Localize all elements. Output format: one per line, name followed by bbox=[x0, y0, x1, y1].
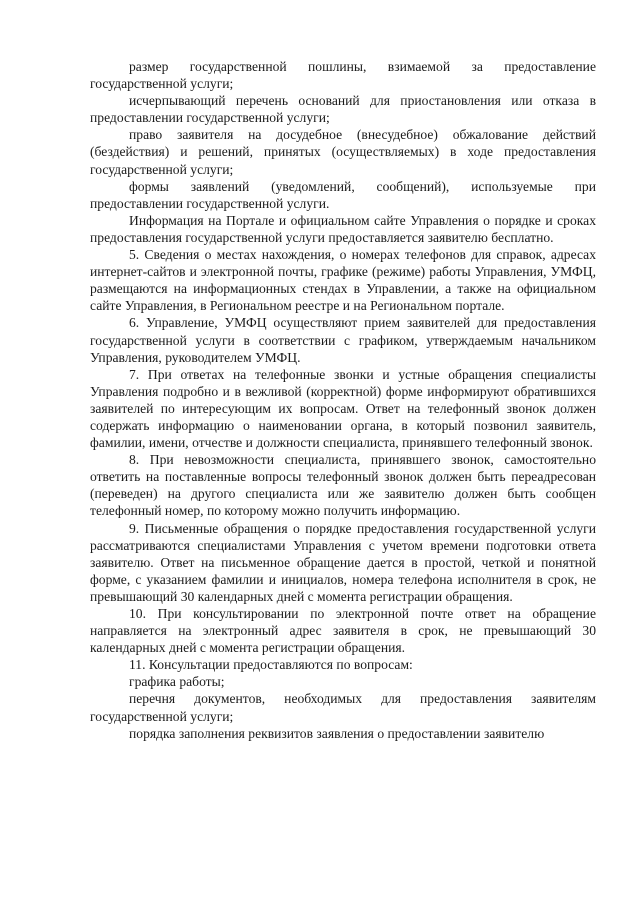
paragraph-appeal-right: право заявителя на досудебное (внесудебное) обжалование действий (бездействия) и решений, принятых (осуществляемых) в ходе предоставления государственной услуги; bbox=[90, 127, 596, 177]
paragraph-item-5: 5. Сведения о местах нахождения, о номерах телефонов для справок, адресах интернет-сайтов и электронной почты, графике (режиме) работы Управления, УМФЦ, размещаются на информационных стендах в Управлении, а также на официальном сайте Управления, в Региональном реестре и на Региональном портале. bbox=[90, 247, 596, 314]
paragraph-fee: размер государственной пошлины, взимаемой за предоставление государственной услуги; bbox=[90, 59, 596, 92]
paragraph-item-9: 9. Письменные обращения о порядке предоставления государственной услуги рассматриваются специалистами Управления с учетом времени подготовки ответа заявителю. Ответ на письменное обращение дается в простой, четкой и понятной форме, с указанием фамилии и инициалов, номера телефона исполнителя в срок, не превышающий 30 календарных дней с момента регистрации обращения. bbox=[90, 520, 596, 604]
paragraph-document-list: перечня документов, необходимых для предоставления заявителям государственной услуги; bbox=[90, 691, 596, 724]
document-page bbox=[90, 58, 596, 742]
paragraph-item-11: 11. Консультации предоставляются по вопросам: bbox=[129, 657, 413, 673]
paragraph-item-7: 7. При ответах на телефонные звонки и устные обращения специалисты Управления подробно и в вежливой (корректной) форме информируют обратившихся заявителей по интересующим их вопросам. Ответ на телефонный звонок должен содержать информацию о наименовании органа, в который позвонил заявитель, фамилии, имени, отчестве и должности специалиста, принявшего телефонный звонок. bbox=[90, 366, 596, 451]
paragraph-portal-info: Информация на Портале и официальном сайте Управления о порядке и сроках предоставления государственной услуги предоставляется заявителю бесплатно. bbox=[90, 212, 596, 245]
paragraph-item-6: 6. Управление, УМФЦ осуществляют прием заявителей для предоставления государственной услуги в соответствии с графиком, утверждаемым начальником Управления, руководителем УМФЦ. bbox=[90, 315, 596, 365]
paragraph-item-10: 10. При консультировании по электронной почте ответ на обращение направляется на электронный адрес заявителя в срок, не превышающий 30 календарных дней с момента регистрации обращения. bbox=[90, 606, 596, 656]
paragraph-item-8: 8. При невозможности специалиста, принявшего звонок, самостоятельно ответить на поставленные вопросы телефонный звонок должен быть переадресован (переведен) на другого специалиста или же заявителю должен быть сообщен телефонный номер, по которому можно получить информацию. bbox=[90, 452, 596, 519]
paragraph-application-forms: формы заявлений (уведомлений, сообщений), используемые при предоставлении государственной услуги. bbox=[90, 178, 596, 211]
paragraph-refusal-grounds: исчерпывающий перечень оснований для приостановления или отказа в предоставлении государственной услуги; bbox=[90, 93, 596, 126]
paragraph-form-filling: порядка заполнения реквизитов заявления о предоставлении заявителю bbox=[129, 725, 545, 741]
paragraph-work-schedule: графика работы; bbox=[129, 674, 225, 690]
